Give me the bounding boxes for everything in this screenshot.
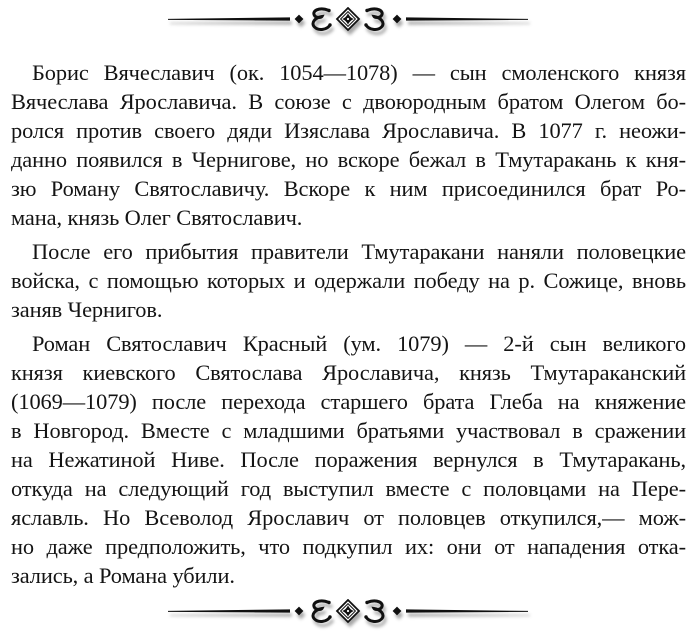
paragraph	[11, 58, 686, 232]
text-line: Роман Святославич Красный (ум. 1079) — 2-й сын великого	[32, 331, 686, 356]
text-line: зю Роману Святославичу. Вскоре к ним присоединился брат Ро-	[11, 176, 686, 201]
text-line: После его прибытия правители Тмутаракани наняли половецкие	[32, 239, 686, 264]
engraved-rule-scroll-ornament-icon	[168, 7, 528, 33]
engraved-rule-scroll-ornament-icon	[168, 599, 528, 625]
text-line: но даже предположить, что подкупил их: они от нападения отка-	[11, 534, 686, 559]
ornament-divider-bottom	[168, 590, 528, 625]
text-line: (1069—1079) после перехода старшего брата Глеба на княжение	[11, 389, 686, 414]
text-line: Вячеслава Ярославича. В союзе с двоюродным братом Олегом бо-	[11, 89, 686, 114]
text-line: заняв Чернигов.	[11, 297, 163, 322]
paragraph	[11, 329, 686, 590]
text-line: откуда на следующий год выступил вместе с половцами на Пере-	[11, 476, 686, 501]
text-line: зались, а Романа убили.	[11, 563, 235, 588]
text-line: князя киевского Святослава Ярославича, князь Тмутараканский	[11, 360, 686, 385]
text-line: ролся против своего дяди Изяслава Ярославича. В 1077 г. неожи-	[11, 118, 686, 143]
text-line: на Нежатиной Ниве. После поражения вернулся в Тмутаракань,	[11, 447, 686, 472]
text-line: данно появился в Чернигове, но вскоре бежал в Тмутаракань к кня-	[11, 147, 686, 172]
text-line: мана, князь Олег Святославич.	[11, 205, 303, 230]
text-line: Борис Вячеславич (ок. 1054—1078) — сын смоленского князя	[32, 60, 686, 85]
ornament-divider-top	[168, 0, 528, 33]
text-line: яславль. Но Всеволод Ярославич от половцев откупился,— мож-	[11, 505, 686, 530]
text-line: в Новгород. Вместе с младшими братьями участвовал в сражении	[11, 418, 686, 443]
text-block	[11, 58, 686, 590]
paragraph	[11, 237, 686, 324]
text-line: войска, с помощью которых и одержали победу на р. Сожице, вновь	[11, 268, 686, 293]
